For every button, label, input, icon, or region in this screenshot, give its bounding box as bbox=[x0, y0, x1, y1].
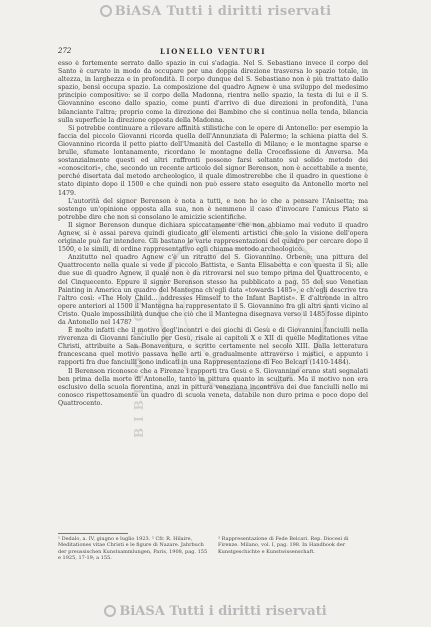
footnote-right: ³ Rappresentazione di Fede Belcari. Rep. Diocesi di Firenze. Milano, vol. I, pag. 198. In Handbook der Kunstgeschichte e Kunstwissenschaft. bbox=[218, 536, 349, 555]
paragraph: L'autorità del signor Berenson è nota a tutti, e non ho io che a pensare l'Anisetta; ma sostengo un'opinione opposta alla sua, non è nemmeno il caso d'invocare l'amicus Plato si potrebbe dire che non si consolano le amicizie scientifiche. bbox=[58, 197, 368, 221]
watermark-bottom-text: BiASA Tutti i diritti riservati bbox=[119, 604, 327, 619]
body-text bbox=[58, 60, 368, 532]
paragraph: Si potrebbe continuare a rilevare affinità stilistiche con le opere di Antonello: per esempio la faccia del piccolo Giovanni ricorda quella dell'Annunziata di Palermo; la schiena piatta del S. Giovannino ricorda il petto piatto dell'Umanità del Castello di Milano; e le montagne sparse e brulle, sfumate lontanamente, ricordano le montagne della Crocefissione di Anversa. Ma sostanzialmente questi ed altri raffronti possono farsi soltanto sul solido metodo dei «conoscitori», che, secondo un recente articolo del signor Berenson, non è accettabile a mente, perché disertata dal metodo archeologico, il quale dimostrerebbe che il quadro in questione è stato dipinto dopo il 1500 e che quindi non può essere stato eseguito da Antonello morto nel 1479. bbox=[58, 124, 368, 197]
running-title: LIONELLO VENTURI bbox=[160, 47, 266, 56]
biasa-logo-icon bbox=[104, 605, 116, 617]
footnotes bbox=[58, 536, 368, 580]
watermark-top-text: BiASA Tutti i diritti riservati bbox=[114, 4, 332, 19]
biasa-logo-icon bbox=[100, 5, 112, 17]
footnote-divider bbox=[58, 533, 128, 534]
paragraph: Anzitutto nel quadro Agnew c'è un ritratto del S. Giovannino. Orbene: una pittura del Quattrocento nella quale si vede il piccolo Battista, e Santa Elisabetta e con questa il Sì; alle due sue di quadro Agnew, il quale non è da ritrovarsi nel suo tempo prima del Quattrocento, e del Cinquecento. Eppure il signor Berenson stesso ha pubblicato a pag. 55 del suo Venetian Painting in America un quadro del Mantegna ch'egli data «towards 1485», e ch'egli descrive tra l'altro così: «The Holy Child... addresses Himself to the Infant Baptist». E d'altronde in altro opere anteriori al 1500 il Mantegna ha rappresentato il S. Giovannino fra gli altri santi vicino al Cristo. Quale impossibilità dunque che ciò che il Mantegna disegnava verso il 1485 fosse dipinto da Antonello nel 1478? bbox=[58, 254, 368, 326]
paragraph: Il Berenson riconosce che a Firenze i rapporti tra Gesù e S. Giovannino erano stati segnalati ben prima della morte di Antonello, tanto in pittura quanto in scultura. Ma il motivo non era esclusivo della scuola fiorentina, anzi in pittura veneziana incontrava dei due fanciulli nello mi conosco rispettosamente un quadro di scuola veneta, databile non duro prima e poco dopo del Quattrocento. bbox=[58, 367, 368, 407]
page-header bbox=[58, 47, 368, 59]
paragraph: È molto infatti che il motivo degl'incontri e dei giochi di Gesù e di Giovannini fanciulli nella riverenza di Giovanni fanciullo per Gesù, risale ai capitoli X e XII di quelle Meditationes vitae Christi, attribuite a San Bonaventura, e scritte certamente nel secolo XIII. Dalla letteratura francescana quel motivo passava nelle arti e gradualmente attraverso i mistici, e appunto i rapporti fra due fanciulli sono indicati in una Rappresentazione di Feo Belcari (1410-1484). bbox=[58, 327, 368, 367]
vertical-watermark: BIBLIOTECA bbox=[132, 290, 146, 438]
watermark-top bbox=[0, 4, 431, 22]
page-number: 272 bbox=[58, 47, 72, 55]
paragraph: esso è fortemente serrato dallo spazio in cui s'adagia. Nel S. Sebastiano invece il corpo del Santo è curvato in modo da occupare per una doppia direzione trasversa lo spazio totale, in altezza, in larghezza e in profondità. Il corpo dunque del S. Sebastiano non è più trattato dallo spazio, bensì occupa spazio. La composizione del quadro Agnew è una sviluppo del medesimo principio compositivo: se il corpo della Madonna, rientra nello spazio, la testa di lui e il S. Giovannino escono dallo spazio, come punti d'arrivo di due direzioni in profondità, l'una bilanciante l'altra; proprio come la direzione dei Bambino che si continua nella tenda, bilancia sulla superficie la direzione opposta della Madonna. bbox=[58, 60, 368, 124]
footnote-left: ¹ Dedalo, a. IV, giugno e luglio 1923. ² Cfr. R. Hilaire, Meditationes vitae Christi e le figure di Nazare. Jahrbuch der preussischen Kunstsammlungen, Paris, 1908, pag. 155 e 1925, 17-19; a 155. bbox=[58, 536, 208, 562]
paragraph: Il signor Berenson dunque dichiara spiccatamente che non abbiamo mai veduto il quadro Agnew, si è assai pareva quindi giudicato gli elementi artistici che solo la visione dell'opera originale può far intendere. Gli bastano le varie rappresentazioni del quadro per cercare dopo il 1500, e le simili, di ordine rappresentativo egli chiama metodo archeologico. bbox=[58, 221, 368, 254]
watermark-bottom bbox=[0, 604, 431, 622]
